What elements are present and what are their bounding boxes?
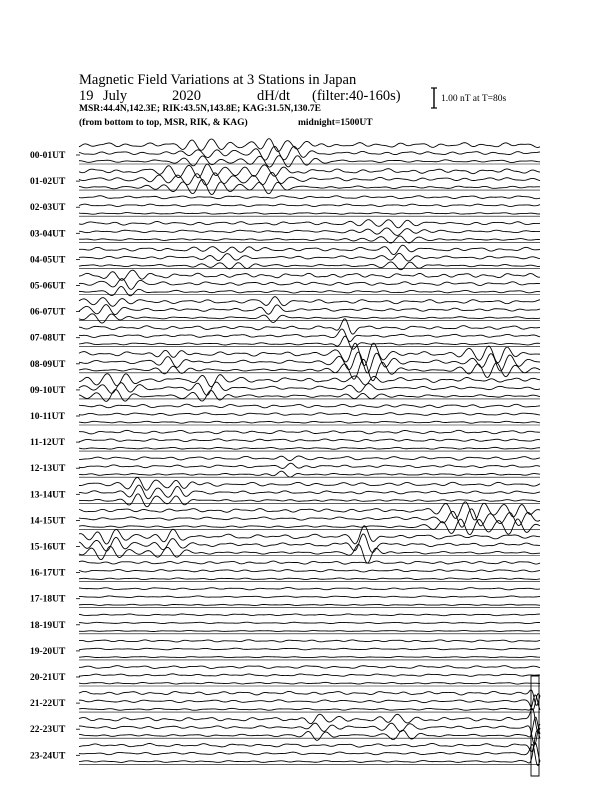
trace-kag [79, 526, 540, 544]
row-14-15UT [30, 502, 540, 535]
trace-rik [79, 382, 540, 395]
quantity-label: dH/dt [257, 88, 291, 104]
trace-rik [79, 172, 540, 185]
row-label: 23-24UT [30, 751, 66, 762]
row-03-04UT [30, 220, 540, 243]
trace-rik [79, 228, 540, 235]
trace-kag [79, 588, 540, 590]
row-label: 00-01UT [30, 151, 66, 161]
trace-msr [79, 180, 540, 195]
filter-label: (filter:40-160s) [312, 88, 401, 104]
trace-rik [79, 463, 540, 468]
date-month: July [103, 88, 128, 104]
row-00-01UT [30, 139, 540, 167]
trace-rik [79, 648, 540, 650]
row-04-05UT [30, 245, 540, 270]
trace-rik [79, 485, 540, 499]
trace-rik [79, 279, 540, 290]
row-label: 21-22UT [30, 699, 66, 710]
trace-msr [79, 682, 540, 684]
trace-kag [79, 502, 540, 520]
trace-msr [79, 578, 540, 580]
trace-rik [79, 570, 540, 572]
trace-msr [79, 717, 540, 740]
trace-msr [79, 471, 540, 477]
stations-line: MSR:44.4N,142.3E; RIK:43.5N,143.8E; KAG:31.5N,130.7E [79, 104, 321, 114]
row-label: 13-14UT [30, 490, 66, 501]
row-label: 17-18UT [30, 594, 66, 605]
row-05-06UT [30, 270, 540, 296]
trace-kag [79, 690, 540, 705]
row-label: 19-20UT [30, 646, 66, 657]
row-label: 22-23UT [30, 725, 66, 736]
trace-msr [79, 421, 540, 423]
trace-rik [79, 694, 540, 710]
trace-kag [79, 456, 540, 461]
trace-rik [79, 253, 540, 261]
row-06-07UT [30, 297, 540, 323]
trace-msr [79, 447, 540, 449]
trace-msr [79, 604, 540, 605]
row-22-23UT [30, 709, 540, 745]
row-label: 08-09UT [30, 359, 66, 370]
trace-msr [79, 494, 540, 507]
row-17-18UT [30, 588, 540, 608]
trace-kag [79, 430, 540, 434]
row-18-19UT [30, 614, 540, 634]
trace-kag [79, 561, 540, 564]
trace-msr [79, 695, 540, 710]
trace-rik [79, 744, 540, 765]
trace-rik [79, 439, 540, 442]
trace-kag [79, 640, 540, 642]
trace-rik [79, 674, 540, 676]
row-07-08UT [30, 319, 540, 349]
trace-rik [79, 204, 540, 206]
row-label: 04-05UT [30, 255, 66, 266]
row-19-20UT [30, 640, 540, 660]
trace-kag [79, 270, 540, 280]
row-11-12UT [30, 430, 540, 451]
date-year: 2020 [172, 88, 201, 104]
trace-msr [79, 336, 540, 349]
row-09-10UT [30, 374, 540, 402]
trace-kag [79, 666, 540, 669]
row-21-22UT [30, 690, 540, 712]
row-label: 14-15UT [30, 516, 66, 527]
row-label: 05-06UT [30, 281, 66, 292]
row-label: 07-08UT [30, 333, 66, 344]
row-02-03UT [30, 196, 540, 216]
row-label: 15-16UT [30, 542, 66, 553]
trace-msr [79, 631, 540, 632]
trace-kag [79, 319, 540, 334]
trace-kag [79, 374, 540, 387]
row-20-21UT [30, 666, 540, 686]
scale-label: 1.00 nT at T=80s [441, 94, 507, 104]
trace-kag [79, 139, 540, 152]
trace-msr [79, 236, 540, 243]
row-12-13UT [30, 456, 540, 477]
trace-kag [79, 614, 540, 616]
trace-msr [79, 657, 540, 658]
row-01-02UT [30, 164, 540, 194]
chart-title: Magnetic Field Variations at 3 Stations in Japan [79, 72, 357, 88]
row-label: 20-21UT [30, 673, 66, 683]
row-13-14UT [30, 477, 540, 506]
row-label: 18-19UT [30, 620, 66, 631]
trace-rik [79, 413, 540, 416]
row-10-11UT [30, 404, 540, 425]
trace-rik [79, 146, 540, 160]
row-08-09UT [30, 343, 540, 381]
trace-kag [79, 477, 540, 490]
order-note: (from bottom to top, MSR, RIK, & KAG) [79, 118, 248, 128]
trace-msr [79, 156, 540, 167]
trace-kag [79, 730, 540, 751]
row-label: 12-13UT [30, 464, 66, 475]
trace-rik [79, 509, 540, 527]
trace-kag [79, 297, 540, 307]
trace-msr [79, 390, 540, 402]
trace-rik [79, 329, 540, 342]
row-label: 16-17UT [30, 568, 66, 579]
row-label: 11-12UT [30, 438, 65, 449]
row-label: 01-02UT [30, 177, 66, 188]
midnight-note: midnight=1500UT [298, 118, 373, 128]
row-label: 02-03UT [30, 203, 66, 214]
trace-rik [79, 305, 540, 315]
trace-rik [79, 596, 540, 598]
trace-rik [79, 622, 540, 623]
trace-kag [79, 245, 540, 254]
row-label: 06-07UT [30, 307, 66, 318]
trace-kag [79, 220, 540, 228]
trace-kag [79, 404, 540, 408]
row-label: 10-11UT [30, 412, 65, 422]
row-15-16UT [30, 526, 540, 563]
trace-msr [79, 545, 540, 563]
trace-rik [79, 723, 540, 745]
date-day: 19 [79, 88, 94, 104]
trace-kag [79, 164, 540, 178]
row-label: 03-04UT [30, 229, 66, 240]
row-label: 09-10UT [30, 385, 66, 396]
row-16-17UT [30, 561, 540, 582]
trace-kag [79, 196, 540, 199]
trace-msr [79, 314, 540, 323]
trace-msr [79, 213, 540, 215]
trace-msr [79, 519, 540, 535]
